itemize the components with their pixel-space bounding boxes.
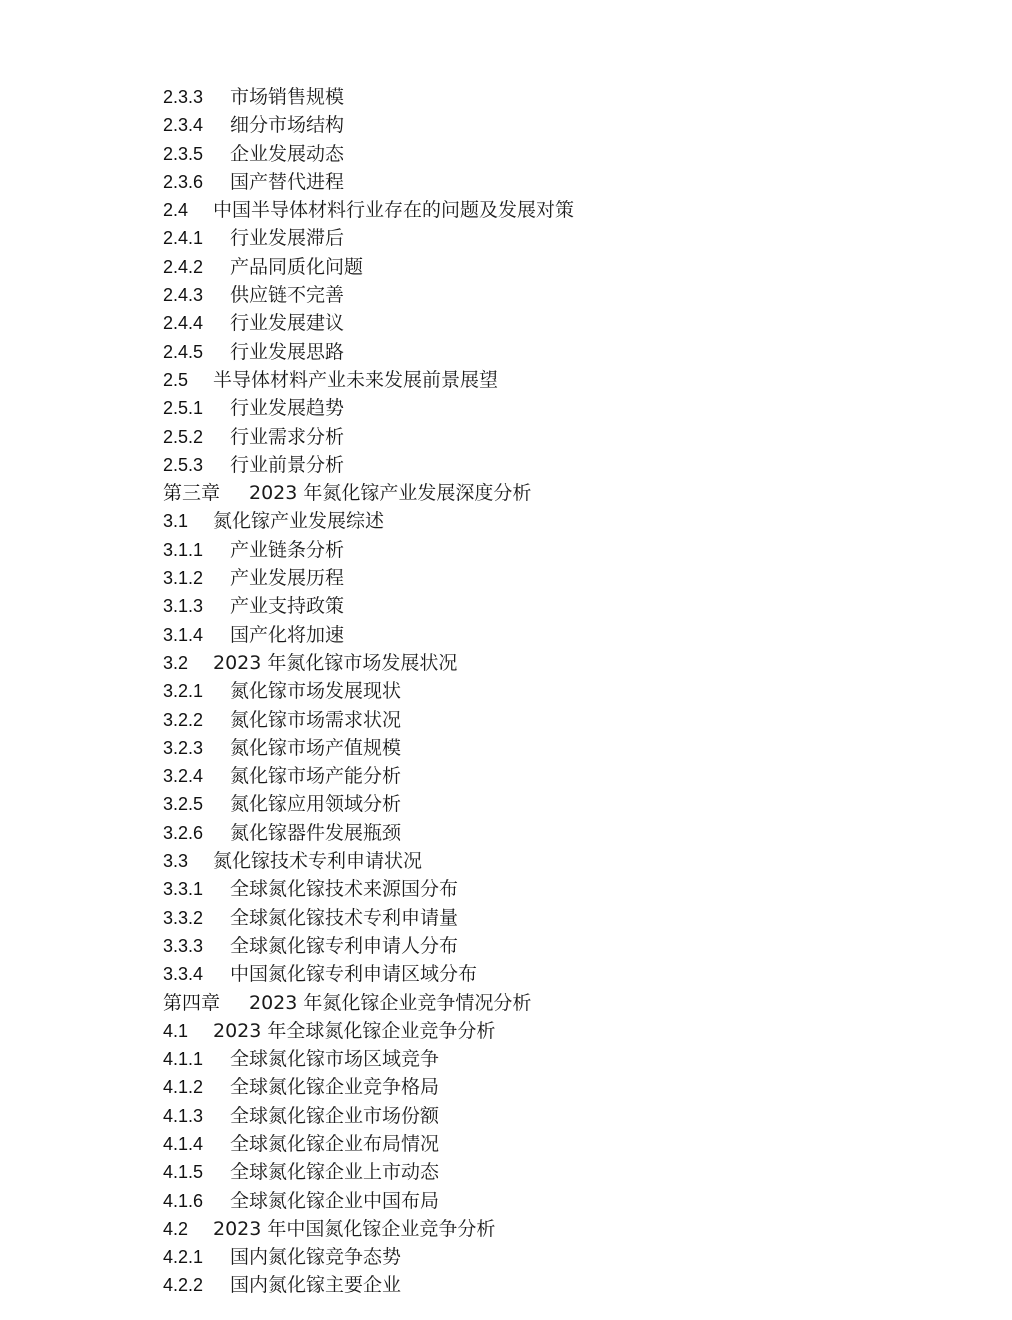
toc-item-number: 4.1.6 bbox=[163, 1190, 204, 1211]
toc-item-number: 3.1 bbox=[163, 511, 189, 532]
toc-item-title: 全球氮化镓企业中国布局 bbox=[230, 1189, 440, 1212]
toc-item-number: 4.2.2 bbox=[163, 1275, 204, 1296]
toc-subsection-item bbox=[163, 932, 963, 960]
toc-subsection-item bbox=[163, 83, 963, 111]
toc-section-item bbox=[163, 649, 963, 677]
toc-item-title: 2023 年中国氮化镓企业竞争分析 bbox=[213, 1217, 496, 1240]
toc-item-title: 全球氮化镓技术专利申请量 bbox=[230, 906, 459, 929]
toc-subsection-item bbox=[163, 592, 963, 620]
toc-item-number: 3.3.2 bbox=[163, 907, 204, 928]
toc-item-number: 第三章 bbox=[163, 482, 221, 505]
toc-section-item bbox=[163, 507, 963, 535]
toc-item-title: 行业发展滞后 bbox=[230, 227, 345, 250]
toc-subsection-item bbox=[163, 281, 963, 309]
toc-section-item bbox=[163, 196, 963, 224]
toc-chapter-heading bbox=[163, 989, 963, 1017]
toc-item-title: 氮化镓市场需求状况 bbox=[230, 708, 402, 731]
toc-item-title: 氮化镓市场产能分析 bbox=[230, 765, 402, 788]
toc-item-title: 2023 年氮化镓产业发展深度分析 bbox=[249, 482, 532, 505]
toc-item-number: 2.4.4 bbox=[163, 313, 204, 334]
toc-item-title: 氮化镓市场发展现状 bbox=[230, 680, 402, 703]
toc-item-number: 3.2.1 bbox=[163, 681, 204, 702]
toc-subsection-item bbox=[163, 338, 963, 366]
toc-item-number: 3.2.6 bbox=[163, 822, 204, 843]
toc-subsection-item bbox=[163, 734, 963, 762]
toc-item-number: 2.5 bbox=[163, 369, 189, 390]
toc-item-title: 产业发展历程 bbox=[230, 567, 345, 590]
toc-item-number: 4.2 bbox=[163, 1218, 189, 1239]
toc-item-title: 全球氮化镓企业竞争格局 bbox=[230, 1076, 440, 1099]
toc-subsection-item bbox=[163, 224, 963, 252]
toc-item-title: 国内氮化镓竞争态势 bbox=[230, 1246, 402, 1269]
toc-subsection-item bbox=[163, 1102, 963, 1130]
toc-chapter-heading bbox=[163, 479, 963, 507]
toc-item-title: 细分市场结构 bbox=[230, 114, 345, 137]
toc-item-title: 2023 年全球氮化镓企业竞争分析 bbox=[213, 1019, 496, 1042]
toc-item-number: 2.5.2 bbox=[163, 426, 204, 447]
toc-subsection-item bbox=[163, 253, 963, 281]
toc-item-number: 4.1.2 bbox=[163, 1077, 204, 1098]
toc-item-number: 第四章 bbox=[163, 991, 221, 1014]
toc-subsection-item bbox=[163, 1073, 963, 1101]
toc-item-number: 2.4.3 bbox=[163, 285, 204, 306]
toc-subsection-item bbox=[163, 168, 963, 196]
toc-item-number: 3.2.3 bbox=[163, 737, 204, 758]
toc-subsection-item bbox=[163, 1158, 963, 1186]
toc-subsection-item bbox=[163, 875, 963, 903]
toc-item-number: 2.4 bbox=[163, 200, 189, 221]
toc-item-number: 3.1.4 bbox=[163, 624, 204, 645]
toc-item-title: 全球氮化镓技术来源国分布 bbox=[230, 878, 459, 901]
toc-item-number: 3.1.3 bbox=[163, 596, 204, 617]
toc-item-title: 产品同质化问题 bbox=[230, 255, 364, 278]
toc-subsection-item bbox=[163, 1271, 963, 1299]
toc-item-title: 行业发展建议 bbox=[230, 312, 345, 335]
toc-item-title: 行业发展趋势 bbox=[230, 397, 345, 420]
toc-item-number: 4.1.5 bbox=[163, 1162, 204, 1183]
toc-item-number: 3.2.5 bbox=[163, 794, 204, 815]
toc-item-number: 2.3.3 bbox=[163, 87, 204, 107]
toc-subsection-item bbox=[163, 621, 963, 649]
toc-subsection-item bbox=[163, 564, 963, 592]
toc-section-item bbox=[163, 1215, 963, 1243]
toc-subsection-item bbox=[163, 423, 963, 451]
toc-item-number: 3.2 bbox=[163, 652, 189, 673]
toc-subsection-item bbox=[163, 706, 963, 734]
toc-subsection-item bbox=[163, 1187, 963, 1215]
toc-section-item bbox=[163, 366, 963, 394]
toc-subsection-item bbox=[163, 140, 963, 168]
toc-item-title: 企业发展动态 bbox=[230, 142, 345, 165]
toc-item-title: 半导体材料产业未来发展前景展望 bbox=[213, 368, 499, 391]
toc-item-title: 氮化镓市场产值规模 bbox=[230, 736, 402, 759]
toc-item-title: 2023 年氮化镓企业竞争情况分析 bbox=[249, 991, 532, 1014]
toc-item-title: 行业前景分析 bbox=[230, 453, 345, 476]
toc-subsection-item bbox=[163, 790, 963, 818]
toc-subsection-item bbox=[163, 960, 963, 988]
toc-subsection-item bbox=[163, 819, 963, 847]
toc-item-title: 全球氮化镓市场区域竞争 bbox=[230, 1048, 440, 1071]
toc-item-number: 2.5.3 bbox=[163, 454, 204, 475]
toc-item-number: 4.1.3 bbox=[163, 1105, 204, 1126]
toc-item-title: 国产替代进程 bbox=[230, 170, 345, 193]
toc-item-title: 产业支持政策 bbox=[230, 595, 345, 618]
toc-item-title: 氮化镓器件发展瓶颈 bbox=[230, 821, 402, 844]
toc-item-number: 2.3.4 bbox=[163, 115, 204, 136]
toc-item-title: 全球氮化镓企业市场份额 bbox=[230, 1104, 440, 1127]
toc-item-number: 3.1.1 bbox=[163, 539, 204, 560]
toc-item-title: 2023 年氮化镓市场发展状况 bbox=[213, 651, 458, 674]
toc-item-number: 2.4.5 bbox=[163, 341, 204, 362]
toc-subsection-item bbox=[163, 762, 963, 790]
toc-item-title: 氮化镓产业发展综述 bbox=[213, 510, 385, 533]
toc-subsection-item bbox=[163, 111, 963, 139]
toc-item-title: 全球氮化镓企业上市动态 bbox=[230, 1161, 440, 1184]
toc-item-number: 3.3.1 bbox=[163, 879, 204, 900]
toc-item-number: 2.4.1 bbox=[163, 228, 204, 249]
toc-item-title: 中国氮化镓专利申请区域分布 bbox=[230, 963, 478, 986]
toc-item-number: 3.3 bbox=[163, 851, 189, 872]
toc-item-number: 2.3.6 bbox=[163, 171, 204, 192]
toc-item-title: 中国半导体材料行业存在的问题及发展对策 bbox=[213, 199, 575, 222]
toc-item-number: 4.1.4 bbox=[163, 1133, 204, 1154]
toc-item-title: 供应链不完善 bbox=[230, 284, 345, 307]
toc-section-item bbox=[163, 847, 963, 875]
toc-section-item bbox=[163, 1017, 963, 1045]
toc-subsection-item bbox=[163, 451, 963, 479]
toc-item-title: 国内氮化镓主要企业 bbox=[230, 1274, 402, 1297]
toc-subsection-item bbox=[163, 904, 963, 932]
toc-subsection-item bbox=[163, 1243, 963, 1271]
toc-item-number: 4.1 bbox=[163, 1020, 189, 1041]
toc-subsection-item bbox=[163, 1045, 963, 1073]
toc-subsection-item bbox=[163, 1130, 963, 1158]
toc-item-number: 3.3.4 bbox=[163, 964, 204, 985]
toc-item-title: 氮化镓应用领域分析 bbox=[230, 793, 402, 816]
toc-item-title: 氮化镓技术专利申请状况 bbox=[213, 850, 423, 873]
toc-item-title: 全球氮化镓专利申请人分布 bbox=[230, 934, 459, 957]
toc-subsection-item bbox=[163, 394, 963, 422]
toc-item-title: 全球氮化镓企业布局情况 bbox=[230, 1132, 440, 1155]
toc-item-title: 行业需求分析 bbox=[230, 425, 345, 448]
toc-item-number: 3.2.4 bbox=[163, 766, 204, 787]
toc-item-number: 3.1.2 bbox=[163, 568, 204, 589]
toc-item-number: 3.3.3 bbox=[163, 935, 204, 956]
toc-item-title: 国产化将加速 bbox=[230, 623, 345, 646]
toc-item-number: 3.2.2 bbox=[163, 709, 204, 730]
toc-subsection-item bbox=[163, 309, 963, 337]
toc-item-number: 2.5.1 bbox=[163, 398, 204, 419]
toc-subsection-item bbox=[163, 536, 963, 564]
toc-item-title: 市场销售规模 bbox=[230, 86, 345, 108]
toc-item-number: 2.4.2 bbox=[163, 256, 204, 277]
toc-item-number: 4.1.1 bbox=[163, 1049, 204, 1070]
toc-subsection-item bbox=[163, 677, 963, 705]
toc-item-number: 2.3.5 bbox=[163, 143, 204, 164]
toc-item-number: 4.2.1 bbox=[163, 1247, 204, 1268]
toc-item-title: 产业链条分析 bbox=[230, 538, 345, 561]
toc-item-title: 行业发展思路 bbox=[230, 340, 345, 363]
table-of-contents bbox=[163, 83, 963, 1300]
